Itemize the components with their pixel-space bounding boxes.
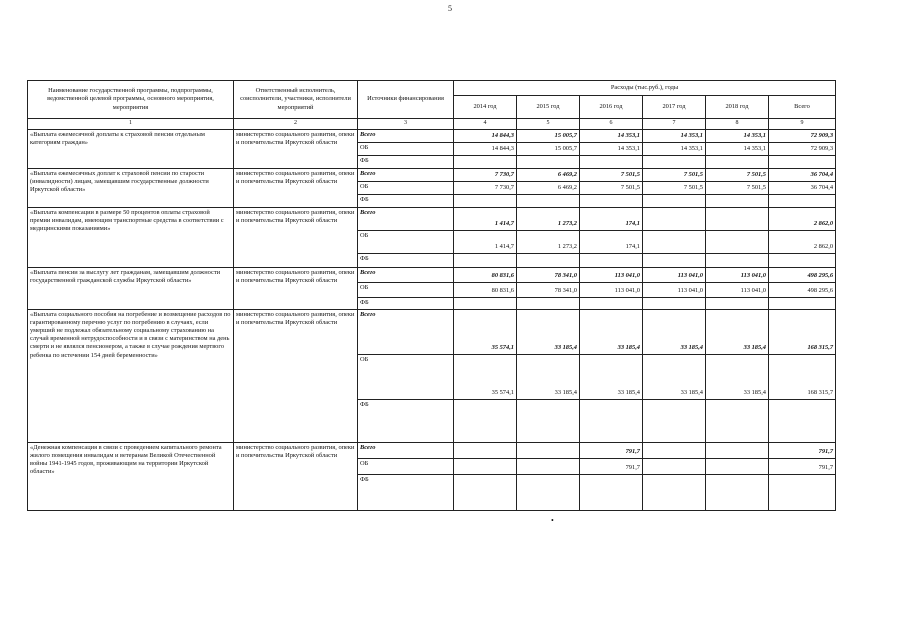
- expense-value: [517, 458, 580, 474]
- expense-value: 168 315,7: [769, 354, 836, 399]
- funding-source: ОБ: [358, 282, 454, 297]
- column-number-row: [28, 119, 836, 130]
- expense-value: 78 341,0: [517, 267, 580, 282]
- funding-source: ФБ: [358, 155, 454, 168]
- header-row: [28, 81, 836, 96]
- expense-value: [454, 253, 517, 267]
- expense-value: [769, 194, 836, 207]
- expense-value: 33 185,4: [643, 309, 706, 354]
- expense-value: [454, 458, 517, 474]
- expense-value: [643, 207, 706, 230]
- expense-value: 72 909,3: [769, 129, 836, 142]
- measure-total-row: [28, 267, 836, 282]
- expense-value: 113 041,0: [643, 267, 706, 282]
- expense-value: [643, 399, 706, 442]
- expense-value: [643, 458, 706, 474]
- expense-value: 7 501,5: [643, 168, 706, 181]
- expense-value: [454, 194, 517, 207]
- expense-value: 498 295,6: [769, 282, 836, 297]
- expense-value: [706, 458, 769, 474]
- expense-value: 15 005,7: [517, 129, 580, 142]
- expense-value: 35 574,1: [454, 309, 517, 354]
- expense-value: [769, 474, 836, 510]
- expense-value: [706, 194, 769, 207]
- expense-value: [706, 253, 769, 267]
- expense-value: [643, 297, 706, 309]
- expense-value: 6 469,2: [517, 181, 580, 194]
- expense-value: [454, 297, 517, 309]
- expense-value: 33 185,4: [706, 309, 769, 354]
- year-header: Всего: [769, 96, 836, 119]
- expense-value: [580, 399, 643, 442]
- expense-value: 78 341,0: [517, 282, 580, 297]
- expense-value: 14 353,1: [580, 142, 643, 155]
- expense-value: [769, 297, 836, 309]
- expense-value: 791,7: [769, 442, 836, 458]
- column-number: 5: [517, 119, 580, 130]
- expense-value: 113 041,0: [643, 282, 706, 297]
- expense-value: [454, 442, 517, 458]
- expense-value: [517, 474, 580, 510]
- funding-source: Всего: [358, 442, 454, 458]
- funding-source: ФБ: [358, 297, 454, 309]
- expense-value: 14 353,1: [580, 129, 643, 142]
- scan-speck: •: [551, 516, 554, 525]
- expense-value: 35 574,1: [454, 354, 517, 399]
- expense-value: 36 704,4: [769, 168, 836, 181]
- funding-source: ОБ: [358, 458, 454, 474]
- expense-value: 14 353,1: [706, 129, 769, 142]
- column-number: 1: [28, 119, 234, 130]
- funding-source: Всего: [358, 267, 454, 282]
- funding-source: ОБ: [358, 230, 454, 253]
- expense-value: 7 501,5: [643, 181, 706, 194]
- column-number: 3: [358, 119, 454, 130]
- expense-value: 174,1: [580, 230, 643, 253]
- measure-executor: министерство социального развития, опеки и попечительства Иркутской области: [234, 442, 358, 510]
- column-number: 9: [769, 119, 836, 130]
- expense-value: 791,7: [769, 458, 836, 474]
- measure-total-row: [28, 442, 836, 458]
- expense-value: 33 185,4: [580, 309, 643, 354]
- expense-value: 33 185,4: [517, 354, 580, 399]
- measure-total-row: [28, 309, 836, 354]
- column-number: 7: [643, 119, 706, 130]
- expense-value: [643, 474, 706, 510]
- expense-value: 113 041,0: [706, 282, 769, 297]
- expense-value: [454, 399, 517, 442]
- funding-source: ОБ: [358, 181, 454, 194]
- col-header-source: Источники финансирования: [358, 81, 454, 119]
- expense-value: [517, 399, 580, 442]
- expense-value: 7 501,5: [580, 168, 643, 181]
- expense-value: [643, 230, 706, 253]
- expense-value: [517, 194, 580, 207]
- expense-value: [706, 155, 769, 168]
- expense-value: 14 353,1: [706, 142, 769, 155]
- expense-value: 1 414,7: [454, 230, 517, 253]
- measure-total-row: [28, 207, 836, 230]
- expense-value: [517, 155, 580, 168]
- expense-value: 14 353,1: [643, 129, 706, 142]
- funding-source: ОБ: [358, 354, 454, 399]
- funding-source: ФБ: [358, 474, 454, 510]
- expense-value: 6 469,2: [517, 168, 580, 181]
- funding-source: Всего: [358, 129, 454, 142]
- expense-value: [643, 155, 706, 168]
- column-number: 2: [234, 119, 358, 130]
- expense-value: 7 730,7: [454, 168, 517, 181]
- expense-value: [706, 230, 769, 253]
- expense-value: 1 273,2: [517, 230, 580, 253]
- measure-name: «Денежная компенсация в связи с проведением капитального ремонта жилого помещения инвалидам и ветеранам Великой Отечественной войны 1941-1945 годов, проживающим на территории Иркутской области»: [28, 442, 234, 510]
- year-header: 2014 год: [454, 96, 517, 119]
- measure-name: «Выплата пенсии за выслугу лет гражданам, замещавшим должности государственной гражданской службы Иркутской области»: [28, 267, 234, 309]
- measure-total-row: [28, 168, 836, 181]
- funding-source: ФБ: [358, 253, 454, 267]
- expense-value: 7 730,7: [454, 181, 517, 194]
- expense-value: 33 185,4: [643, 354, 706, 399]
- expense-value: 14 844,3: [454, 129, 517, 142]
- expense-value: 7 501,5: [580, 181, 643, 194]
- expense-value: 1 414,7: [454, 207, 517, 230]
- page-number: 5: [448, 4, 452, 13]
- expense-value: [517, 297, 580, 309]
- expense-value: [517, 442, 580, 458]
- expense-value: [706, 207, 769, 230]
- expense-value: 80 831,6: [454, 267, 517, 282]
- measure-name: «Выплата ежемесячной доплаты к страховой пенсии отдельным категориям граждан»: [28, 129, 234, 168]
- col-header-expenses: Расходы (тыс.руб.), годы: [454, 81, 836, 96]
- expense-value: 36 704,4: [769, 181, 836, 194]
- column-number: 8: [706, 119, 769, 130]
- measure-name: «Выплата социального пособия на погребение и возмещение расходов по гарантированному перечню услуг по погребению в случаях, если умерший не подлежал обязательному социальному страхованию на случай временной нетрудоспособности и в связи с материнством на день смерти и не являлся пенсионером, а также в случае рождения мертвого ребенка по истечении 154 дней беременности»: [28, 309, 234, 442]
- expense-value: 14 844,3: [454, 142, 517, 155]
- funding-source: ФБ: [358, 194, 454, 207]
- expense-value: [769, 253, 836, 267]
- measure-name: «Выплата ежемесячных доплат к страховой пенсии по старости (инвалидности) лицам, замещавшим государственные должности Иркутской области»: [28, 168, 234, 207]
- expense-value: [580, 474, 643, 510]
- expense-value: [580, 297, 643, 309]
- funding-source: ФБ: [358, 399, 454, 442]
- expense-value: 7 501,5: [706, 181, 769, 194]
- expense-value: [706, 474, 769, 510]
- expense-value: 113 041,0: [706, 267, 769, 282]
- expense-value: [769, 155, 836, 168]
- expense-value: 80 831,6: [454, 282, 517, 297]
- expense-value: 33 185,4: [517, 309, 580, 354]
- expense-value: [643, 253, 706, 267]
- expense-value: 113 041,0: [580, 267, 643, 282]
- expense-value: 168 315,7: [769, 309, 836, 354]
- expense-value: [580, 194, 643, 207]
- expense-value: [706, 297, 769, 309]
- expense-value: 72 909,3: [769, 142, 836, 155]
- expense-value: [580, 155, 643, 168]
- funding-source: Всего: [358, 309, 454, 354]
- expense-value: [769, 399, 836, 442]
- expense-value: [643, 442, 706, 458]
- year-header: 2016 год: [580, 96, 643, 119]
- expense-value: 174,1: [580, 207, 643, 230]
- expense-value: 2 862,0: [769, 230, 836, 253]
- col-header-name: Наименование государственной программы, подпрограммы, ведомственной целевой программы, основного мероприятия, мероприятия: [28, 81, 234, 119]
- year-header: 2015 год: [517, 96, 580, 119]
- expense-value: 7 501,5: [706, 168, 769, 181]
- expense-value: 791,7: [580, 458, 643, 474]
- measure-executor: министерство социального развития, опеки и попечительства Иркутской области: [234, 168, 358, 207]
- expense-value: [454, 155, 517, 168]
- measure-executor: министерство социального развития, опеки и попечительства Иркутской области: [234, 309, 358, 442]
- expense-value: 15 005,7: [517, 142, 580, 155]
- expense-value: [643, 194, 706, 207]
- col-header-executor: Ответственный исполнитель, соисполнители, участники, исполнители мероприятий: [234, 81, 358, 119]
- measure-executor: министерство социального развития, опеки и попечительства Иркутской области: [234, 129, 358, 168]
- expense-value: [580, 253, 643, 267]
- expense-value: [706, 442, 769, 458]
- funding-source: Всего: [358, 168, 454, 181]
- measure-name: «Выплата компенсации в размере 50 процентов оплаты страховой премии инвалидам, имеющим транспортные средства в соответствии с медицинскими показаниями»: [28, 207, 234, 267]
- expense-value: 2 862,0: [769, 207, 836, 230]
- measure-total-row: [28, 129, 836, 142]
- column-number: 4: [454, 119, 517, 130]
- measure-executor: министерство социального развития, опеки и попечительства Иркутской области: [234, 267, 358, 309]
- measure-executor: министерство социального развития, опеки и попечительства Иркутской области: [234, 207, 358, 267]
- expense-value: [517, 253, 580, 267]
- expense-value: 14 353,1: [643, 142, 706, 155]
- funding-source: Всего: [358, 207, 454, 230]
- expense-value: 1 273,2: [517, 207, 580, 230]
- expense-value: 791,7: [580, 442, 643, 458]
- year-header: 2018 год: [706, 96, 769, 119]
- expense-value: [706, 399, 769, 442]
- budget-table: [27, 80, 836, 511]
- expense-value: 33 185,4: [706, 354, 769, 399]
- year-header: 2017 год: [643, 96, 706, 119]
- expense-value: 33 185,4: [580, 354, 643, 399]
- column-number: 6: [580, 119, 643, 130]
- expense-value: [454, 474, 517, 510]
- expense-value: 113 041,0: [580, 282, 643, 297]
- funding-source: ОБ: [358, 142, 454, 155]
- expense-value: 498 295,6: [769, 267, 836, 282]
- budget-table-body: [28, 129, 836, 510]
